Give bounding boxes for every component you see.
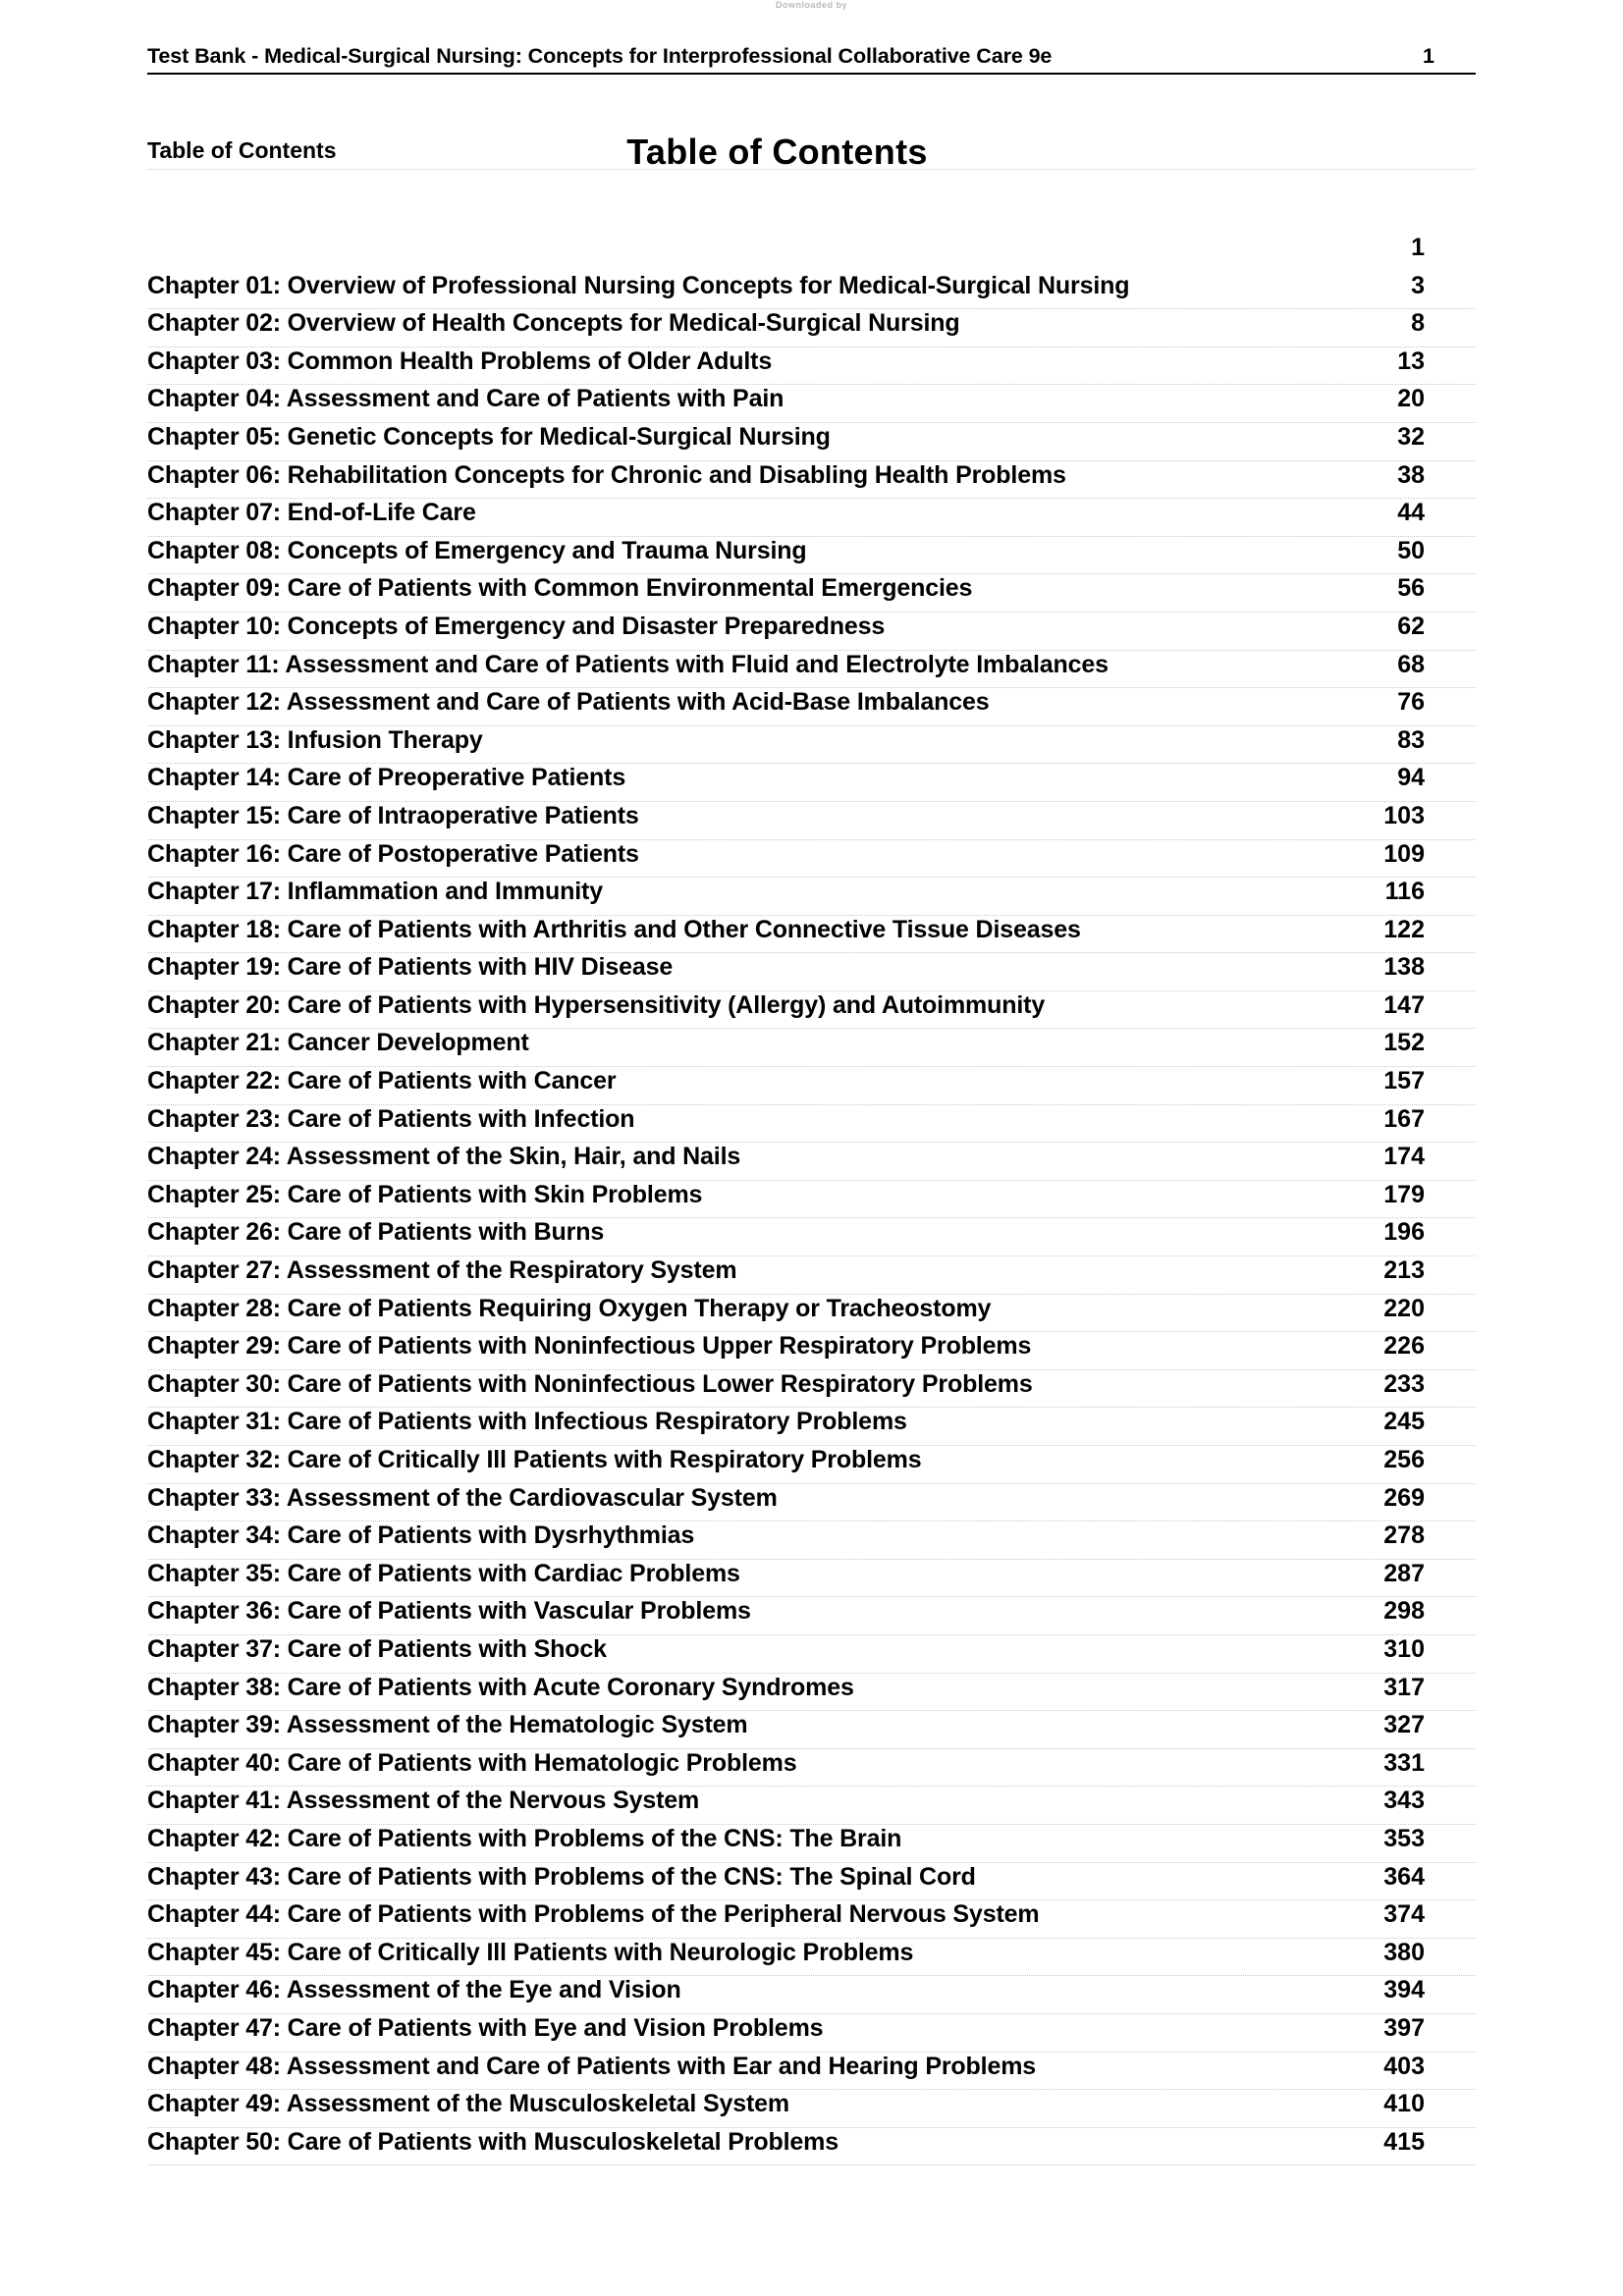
toc-entry-title: Chapter 01: Overview of Professional Nursing Concepts for Medical-Surgical Nursing: [147, 271, 1130, 299]
toc-entry-page-number: 179: [1383, 1180, 1425, 1208]
toc-entry-page-number: 103: [1383, 801, 1425, 829]
toc-entry-title: Chapter 03: Common Health Problems of Older Adults: [147, 347, 773, 375]
toc-entry-page-number: 331: [1383, 1748, 1425, 1777]
toc-entry-page-number: 364: [1383, 1862, 1425, 1891]
toc-entry[interactable]: [147, 1674, 1476, 1712]
toc-entry[interactable]: [147, 2014, 1476, 2053]
toc-entry-title: Chapter 02: Overview of Health Concepts for Medical-Surgical Nursing: [147, 309, 960, 338]
toc-entry-title: Chapter 24: Assessment of the Skin, Hair, and Nails: [147, 1143, 741, 1171]
toc-entry-title: Chapter 41: Assessment of the Nervous System: [147, 1787, 700, 1815]
toc-entry-page-number: 94: [1397, 764, 1425, 792]
toc-entry[interactable]: [147, 1825, 1476, 1863]
toc-entry-title: Chapter 12: Assessment and Care of Patients with Acid-Base Imbalances: [147, 688, 990, 717]
toc-entry-page-number: 415: [1383, 2127, 1425, 2156]
toc-entry[interactable]: [147, 878, 1476, 916]
toc-entry[interactable]: [147, 1029, 1476, 1067]
toc-entry-title: Chapter 10: Concepts of Emergency and Disaster Preparedness: [147, 612, 886, 640]
toc-entry-title: Chapter 18: Care of Patients with Arthritis and Other Connective Tissue Diseases: [147, 915, 1081, 943]
toc-entry[interactable]: [147, 991, 1476, 1030]
toc-entry-page-number: 83: [1397, 725, 1425, 754]
toc-entry-title: Chapter 47: Care of Patients with Eye and Vision Problems: [147, 2013, 824, 2042]
toc-entry-page-number: 174: [1383, 1143, 1425, 1171]
toc-entry-page-number: 8: [1411, 309, 1425, 338]
toc-entry[interactable]: [147, 953, 1476, 991]
toc-entry-title: Chapter 40: Care of Patients with Hematologic Problems: [147, 1748, 797, 1777]
toc-entry-title: Chapter 34: Care of Patients with Dysrhythmias: [147, 1522, 695, 1550]
toc-field-label: Table of Contents: [147, 137, 337, 163]
toc-entry[interactable]: [147, 1295, 1476, 1333]
toc-entry-title: Chapter 27: Assessment of the Respiratory System: [147, 1256, 737, 1285]
toc-entry-page-number: 317: [1383, 1673, 1425, 1701]
toc-entry[interactable]: [147, 1408, 1476, 1446]
toc-entry-page-number: 343: [1383, 1787, 1425, 1815]
toc-entry-page-number: 394: [1383, 1976, 1425, 2004]
toc-entry-page-number: 310: [1383, 1634, 1425, 1663]
toc-entry[interactable]: [147, 2090, 1476, 2128]
toc-entry-title: Chapter 29: Care of Patients with Noninfectious Upper Respiratory Problems: [147, 1332, 1032, 1361]
toc-entry[interactable]: [147, 840, 1476, 879]
toc-entry-page-number: 13: [1397, 347, 1425, 375]
toc-entry[interactable]: [147, 613, 1476, 651]
toc-entry-page-number: 20: [1397, 385, 1425, 413]
toc-entry-page-number: 68: [1397, 650, 1425, 678]
toc-entry-page-number: 122: [1383, 915, 1425, 943]
toc-entry-page-number: 245: [1383, 1408, 1425, 1436]
toc-entry-title: Chapter 44: Care of Patients with Problems of the Peripheral Nervous System: [147, 1900, 1040, 1929]
toc-entry-title: Chapter 31: Care of Patients with Infectious Respiratory Problems: [147, 1408, 907, 1436]
toc-entry-title: Chapter 48: Assessment and Care of Patients with Ear and Hearing Problems: [147, 2052, 1037, 2080]
toc-entry-title: Chapter 26: Care of Patients with Burns: [147, 1218, 605, 1247]
toc-entry[interactable]: [147, 764, 1476, 802]
toc-entry[interactable]: [147, 537, 1476, 575]
toc-entry-page-number: 167: [1383, 1104, 1425, 1133]
toc-entry-page-number: 256: [1383, 1446, 1425, 1473]
toc-entry-page-number: 152: [1383, 1029, 1425, 1057]
toc-entry[interactable]: [147, 1067, 1476, 1105]
toc-entry[interactable]: [147, 1597, 1476, 1635]
toc-entry-title: Chapter 04: Assessment and Care of Patients with Pain: [147, 385, 784, 413]
toc-entry-title: Chapter 46: Assessment of the Eye and Vision: [147, 1976, 681, 2004]
toc-entry[interactable]: [147, 234, 1476, 272]
toc-entry[interactable]: [147, 1256, 1476, 1295]
toc-entry[interactable]: [147, 385, 1476, 423]
toc-entry-title: Chapter 33: Assessment of the Cardiovascular System: [147, 1483, 778, 1512]
running-header: [147, 44, 1476, 75]
toc-entry[interactable]: [147, 347, 1476, 386]
toc-entry[interactable]: [147, 1749, 1476, 1788]
toc-entry-title: Chapter 23: Care of Patients with Infection: [147, 1104, 635, 1133]
toc-entry-page-number: 213: [1383, 1256, 1425, 1285]
toc-entry[interactable]: [147, 309, 1476, 347]
running-header-page-number: 1: [1423, 44, 1434, 68]
toc-entry-page-number: 56: [1397, 574, 1425, 603]
toc-entry[interactable]: [147, 1711, 1476, 1749]
toc-entry-page-number: 298: [1383, 1597, 1425, 1626]
toc-entry-title: Chapter 39: Assessment of the Hematologic System: [147, 1711, 748, 1739]
toc-entry[interactable]: [147, 1105, 1476, 1144]
toc-entry[interactable]: [147, 574, 1476, 613]
toc-entry[interactable]: [147, 423, 1476, 461]
page-title: Table of Contents: [626, 132, 928, 172]
toc-entry-title: Chapter 50: Care of Patients with Musculoskeletal Problems: [147, 2127, 839, 2156]
toc-entry-page-number: 76: [1397, 688, 1425, 717]
toc-entry[interactable]: [147, 1863, 1476, 1901]
toc-entry[interactable]: [147, 1635, 1476, 1674]
toc-entry-title: Chapter 20: Care of Patients with Hypersensitivity (Allergy) and Autoimmunity: [147, 990, 1046, 1019]
toc-entry-title: Chapter 11: Assessment and Care of Patients with Fluid and Electrolyte Imbalances: [147, 650, 1109, 678]
toc-entry-title: Chapter 17: Inflammation and Immunity: [147, 878, 603, 906]
toc-entry-page-number: 410: [1383, 2090, 1425, 2118]
toc-entry[interactable]: [147, 1560, 1476, 1598]
toc-entry-title: Chapter 45: Care of Critically Ill Patients with Neurologic Problems: [147, 1938, 914, 1966]
toc-entry[interactable]: [147, 802, 1476, 840]
toc-entry-title: Chapter 14: Care of Preoperative Patients: [147, 764, 626, 792]
toc-entry-list: [147, 234, 1476, 2165]
toc-entry-page-number: 109: [1383, 839, 1425, 868]
toc-entry-title: Chapter 21: Cancer Development: [147, 1029, 529, 1057]
toc-entry-title: Chapter 28: Care of Patients Requiring Oxygen Therapy or Tracheostomy: [147, 1294, 992, 1322]
toc-entry[interactable]: [147, 2128, 1476, 2166]
toc-entry-title: Chapter 37: Care of Patients with Shock: [147, 1634, 607, 1663]
toc-entry-page-number: 196: [1383, 1218, 1425, 1247]
running-header-title: Test Bank - Medical-Surgical Nursing: Concepts for Interprofessional Collaborative Care 9e: [147, 44, 1053, 68]
toc-entry[interactable]: [147, 1976, 1476, 2014]
toc-entry[interactable]: [147, 916, 1476, 954]
toc-entry-title: Chapter 09: Care of Patients with Common Environmental Emergencies: [147, 574, 973, 603]
toc-entry-page-number: 44: [1397, 499, 1425, 527]
toc-entry[interactable]: [147, 651, 1476, 689]
toc-entry-page-number: 403: [1383, 2052, 1425, 2080]
toc-entry-page-number: 38: [1397, 460, 1425, 489]
toc-entry-page-number: 233: [1383, 1369, 1425, 1398]
toc-entry-title: Chapter 16: Care of Postoperative Patients: [147, 839, 639, 868]
toc-entry-page-number: 397: [1383, 2013, 1425, 2042]
toc-entry[interactable]: [147, 1370, 1476, 1409]
toc-entry-title: Chapter 36: Care of Patients with Vascular Problems: [147, 1597, 751, 1626]
toc-entry-page-number: 32: [1397, 422, 1425, 451]
toc-entry-page-number: 3: [1411, 271, 1425, 299]
toc-entry-title: Chapter 42: Care of Patients with Problems of the CNS: The Brain: [147, 1824, 902, 1852]
toc-entry-page-number: 327: [1383, 1711, 1425, 1739]
toc-entry-page-number: 287: [1383, 1559, 1425, 1587]
toc-entry-title: Chapter 35: Care of Patients with Cardiac Problems: [147, 1559, 740, 1587]
toc-entry-page-number: 138: [1383, 953, 1425, 982]
toc-entry-title: Chapter 43: Care of Patients with Problems of the CNS: The Spinal Cord: [147, 1862, 976, 1891]
toc-entry-page-number: 278: [1383, 1522, 1425, 1550]
toc-entry-page-number: 116: [1384, 878, 1425, 906]
toc-entry-title: Chapter 30: Care of Patients with Noninfectious Lower Respiratory Problems: [147, 1369, 1033, 1398]
toc-entry[interactable]: [147, 688, 1476, 726]
toc-entry[interactable]: [147, 1484, 1476, 1522]
toc-entry-title: Chapter 22: Care of Patients with Cancer: [147, 1067, 617, 1095]
toc-entry[interactable]: [147, 1181, 1476, 1219]
toc-entry-title: Chapter 19: Care of Patients with HIV Disease: [147, 953, 674, 982]
top-cutoff-artifact-text: Downloaded by: [775, 0, 847, 10]
toc-entry-page-number: 62: [1397, 612, 1425, 640]
toc-entry[interactable]: [147, 272, 1476, 310]
toc-entry-page-number: 147: [1383, 990, 1425, 1019]
toc-entry[interactable]: [147, 499, 1476, 537]
toc-entry-title: Chapter 25: Care of Patients with Skin Problems: [147, 1180, 703, 1208]
toc-entry-title: Chapter 05: Genetic Concepts for Medical-Surgical Nursing: [147, 422, 831, 451]
toc-entry-page-number: 269: [1383, 1483, 1425, 1512]
toc-entry[interactable]: [147, 1522, 1476, 1560]
toc-entry[interactable]: [147, 1143, 1476, 1181]
toc-entry[interactable]: [147, 461, 1476, 500]
toc-entry-page-number: 157: [1383, 1067, 1425, 1095]
toc-entry-title: Chapter 07: End-of-Life Care: [147, 499, 476, 527]
toc-entry-title: Chapter 15: Care of Intraoperative Patients: [147, 801, 639, 829]
toc-entry-page-number: 353: [1383, 1824, 1425, 1852]
toc-entry-title: Chapter 38: Care of Patients with Acute Coronary Syndromes: [147, 1673, 854, 1701]
toc-entry[interactable]: [147, 1332, 1476, 1370]
toc-entry-title: Chapter 06: Rehabilitation Concepts for Chronic and Disabling Health Problems: [147, 460, 1066, 489]
toc-entry-page-number: 1: [1411, 234, 1425, 261]
toc-entry-page-number: 220: [1383, 1294, 1425, 1322]
toc-entry-page-number: 380: [1383, 1938, 1425, 1966]
toc-entry[interactable]: [147, 1446, 1476, 1484]
toc-entry-page-number: 374: [1383, 1900, 1425, 1929]
toc-entry[interactable]: [147, 2053, 1476, 2091]
toc-entry[interactable]: [147, 1939, 1476, 1977]
toc-entry-title: Chapter 08: Concepts of Emergency and Trauma Nursing: [147, 536, 807, 564]
toc-entry-title: Chapter 13: Infusion Therapy: [147, 725, 483, 754]
toc-entry[interactable]: [147, 726, 1476, 765]
toc-entry[interactable]: [147, 1787, 1476, 1825]
toc-entry-page-number: 50: [1397, 536, 1425, 564]
toc-entry[interactable]: [147, 1900, 1476, 1939]
toc-entry-page-number: 226: [1383, 1332, 1425, 1361]
toc-entry[interactable]: [147, 1218, 1476, 1256]
toc-entry-title: Chapter 32: Care of Critically Ill Patients with Respiratory Problems: [147, 1446, 922, 1473]
toc-entry-title: Chapter 49: Assessment of the Musculoskeletal System: [147, 2090, 790, 2118]
